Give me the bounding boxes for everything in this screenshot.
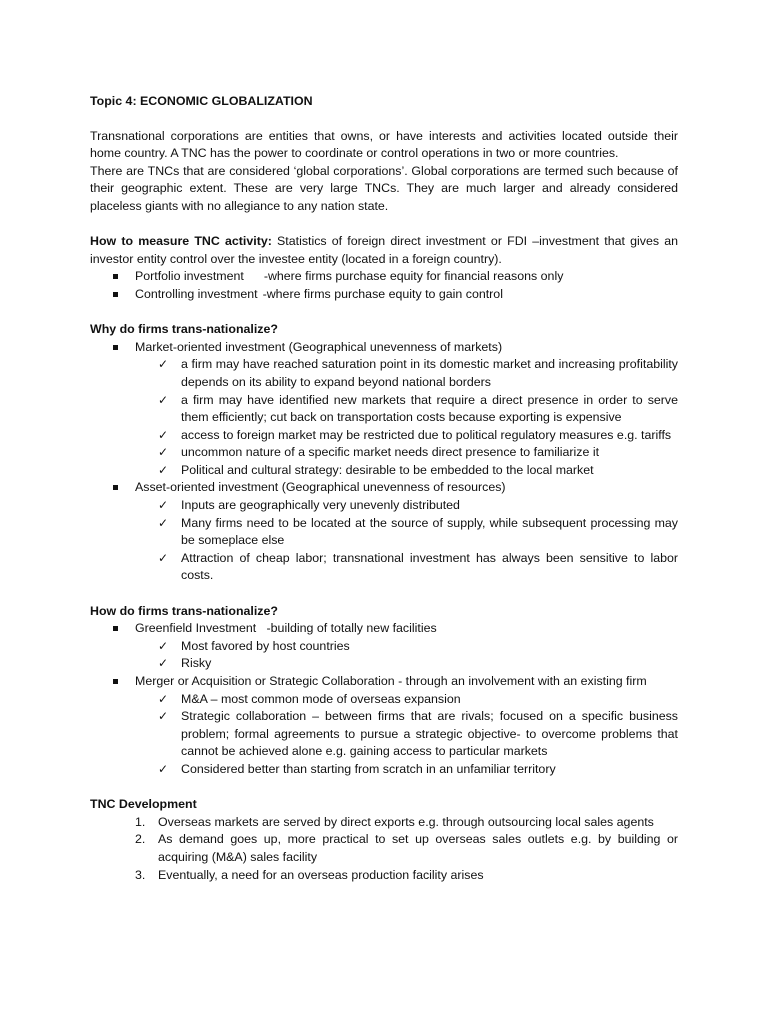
intro-paragraph-2: There are TNCs that are considered ‘global corporations’. Global corporations are termed such because of their geographic extent. These are very large TNCs. They are much larger and already considered placeless giants with no allegiance to any nation state. (90, 163, 678, 213)
how-list (90, 620, 678, 778)
check-item: ✓ Inputs are geographically very unevenly distributed (90, 497, 678, 515)
checkmark-icon: ✓ (158, 357, 169, 372)
check-item: ✓ a firm may have identified new markets that require a direct presence in order to serve them efficiently; cut back on transportation costs because exporting is expensive (158, 392, 678, 425)
why-list (90, 339, 678, 585)
measure-paragraph (90, 233, 678, 268)
check-item: ✓ a firm may have reached saturation point in its domestic market and increasing profitability depends on its ability to expand beyond national borders (158, 357, 678, 389)
checkmark-icon: ✓ (158, 392, 169, 407)
check-item: ✓ access to foreign market may be restricted due to political regulatory measures e.g. tariffs (90, 427, 678, 445)
list-item: Portfolio investment -where firms purchase equity for financial reasons only (90, 268, 678, 286)
square-bullet-icon (113, 679, 118, 684)
checkmark-icon: ✓ (158, 427, 169, 442)
checkmark-icon: ✓ (158, 550, 169, 565)
checkmark-icon: ✓ (158, 462, 169, 477)
list-item: 2. As demand goes up, more practical to set up overseas sales outlets e.g. by building or acquiring (M&A) sales facility (135, 832, 678, 864)
checkmark-icon: ✓ (158, 515, 169, 530)
check-item: ✓ Strategic collaboration – between firms that are rivals; focused on a specific business problem; formal agreements to pursue a strategic objective- to overcome problems that cannot be achieved alone e.g. gaining access to particular markets (158, 709, 678, 759)
checkmark-icon: ✓ (158, 445, 169, 460)
list-item: Market-oriented investment (Geographical unevenness of markets) ✓ a firm may have reached saturation point in its domestic market and increasing profitability depends on its ability to expand beyond national borders ✓ a firm may have identified new markets that require a direct presence in order to serve them efficiently; cut back on transportation costs because exporting is expensive ✓ access to foreign market may be restricted due to political regulatory measures e.g. tariffs ✓ uncommon nature of a specific market needs direct presence to familiarize it ✓ Political and cultural strategy: desirable to be embedded to the local market (90, 339, 678, 480)
checkmark-icon: ✓ (158, 638, 169, 653)
how-heading: How do firms trans-nationalize? (90, 603, 278, 618)
check-item: ✓ Many firms need to be located at the source of supply, while subsequent processing may be someplace else (158, 515, 678, 548)
square-bullet-icon (113, 626, 118, 631)
list-item: Merger or Acquisition or Strategic Collaboration - through an involvement with an existing firm ✓ M&A – most common mode of overseas expansion ✓ Strategic collaboration – between firms that are rivals; focused on a specific business problem; formal agreements to pursue a strategic objective- to overcome problems that cannot be achieved alone e.g. gaining access to particular markets ✓ Considered better than starting from scratch in an unfamiliar territory (90, 673, 678, 779)
list-item: 3. Eventually, a need for an overseas production facility arises (135, 867, 484, 882)
check-item: ✓ Political and cultural strategy: desirable to be embedded to the local market (90, 462, 678, 480)
check-item: ✓ Risky (90, 655, 678, 673)
document-body (90, 93, 678, 884)
checkmark-icon: ✓ (158, 691, 169, 706)
check-item: ✓ Most favored by host countries (90, 638, 678, 656)
square-bullet-icon (113, 292, 118, 297)
square-bullet-icon (113, 345, 118, 350)
check-item: ✓ uncommon nature of a specific market needs direct presence to familiarize it (90, 444, 678, 462)
square-bullet-icon (113, 274, 118, 279)
development-heading: TNC Development (90, 797, 197, 812)
square-bullet-icon (113, 485, 118, 490)
check-item: ✓ Considered better than starting from scratch in an unfamiliar territory (90, 761, 678, 779)
check-item: ✓ Attraction of cheap labor; transnational investment has always been sensitive to labor costs. (158, 550, 678, 583)
measure-text: Statistics of foreign direct investment or FDI –investment that gives an investor entity control over the investee entity (located in a foreign country). (90, 234, 678, 266)
measure-list (90, 268, 678, 303)
intro-paragraph-1: Transnational corporations are entities that owns, or have interests and activities located outside their home country. A TNC has the power to coordinate or control operations in two or more countries. (90, 128, 678, 161)
list-item: 1. Overseas markets are served by direct exports e.g. through outsourcing local sales agents (135, 814, 654, 829)
list-item: Controlling investment -where firms purchase equity to gain control (90, 286, 678, 304)
list-item: Asset-oriented investment (Geographical unevenness of resources) ✓ Inputs are geographically very unevenly distributed ✓ Many firms need to be located at the source of supply, while subsequent processing may be someplace else ✓ Attraction of cheap labor; transnational investment has always been sensitive to labor costs. (90, 479, 678, 585)
check-item: ✓ M&A – most common mode of overseas expansion (90, 691, 678, 709)
measure-heading: How to measure TNC activity: (90, 234, 272, 249)
checkmark-icon: ✓ (158, 761, 169, 776)
why-heading: Why do firms trans-nationalize? (90, 322, 278, 337)
checkmark-icon: ✓ (158, 656, 169, 671)
page-title: Topic 4: ECONOMIC GLOBALIZATION (90, 94, 313, 108)
checkmark-icon: ✓ (158, 498, 169, 513)
list-item: Greenfield Investment -building of totally new facilities ✓ Most favored by host countries ✓ Risky (90, 620, 678, 673)
development-list (90, 814, 678, 884)
checkmark-icon: ✓ (158, 709, 169, 724)
